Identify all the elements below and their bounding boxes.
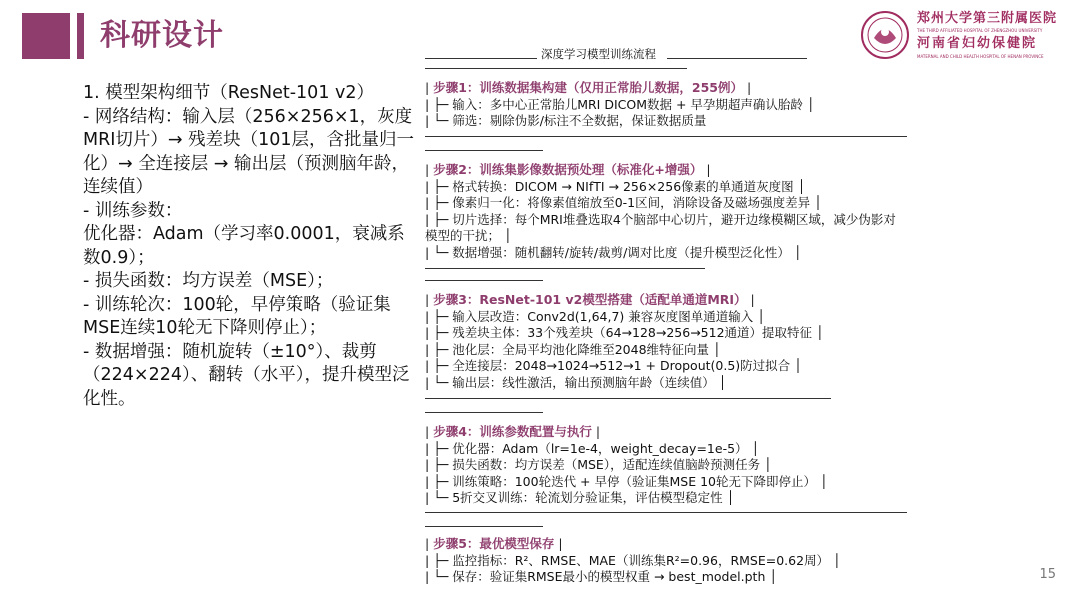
step-5-item: ├─ 监控指标：R²、RMSE、MAE（训练集R²=0.96，RMSE=0.62周） │ — [433, 552, 841, 568]
step-5-item: └─ 保存：验证集RMSE最小的模型权重 → best_model.pth │ — [433, 569, 777, 584]
hospital-english-name-secondary: MATERNAL AND CHILD HEALTH HOSPITAL OF HENAN PROVINCE — [917, 54, 1044, 59]
step-2-item: ├─ 像素归一化：将像素值缩放至0-1区间，消除设备及磁场强度差异 │ — [433, 195, 822, 210]
step-3-item: ├─ 池化层：全局平均池化降维至2048维特征向量 │ — [433, 341, 721, 357]
text-line: - 训练轮次：100轮，早停策略（验证集MSE连续10轮无下降则停止）； — [83, 294, 391, 338]
training-flowchart — [425, 46, 907, 586]
header-accent-bar — [77, 13, 84, 59]
step-1-head: 步骤1：训练数据集构建（仅用正常胎儿数据，255例） — [433, 80, 743, 95]
step-4-item: ├─ 训练策略：100轮迭代 + 早停（验证集MSE 10轮无下降即停止） │ — [433, 473, 828, 489]
divider — [425, 136, 907, 137]
step-4: | 步骤4：训练参数配置与执行 | | ├─ 优化器：Adam（lr=1e-4，weight_decay=1e-5） │ | ├─ 损失函数：均方误差（MSE），适配连续值脑龄预测任务 │ | ├─ 训练策略：100轮迭代 + 早停（验证集MSE 10轮无下降即停止） │ | └─ 5折交叉训练：轮流划分验证集，评估模型稳定性 │ — [425, 424, 828, 505]
step-4-head: 步骤4：训练参数配置与执行 — [433, 424, 592, 439]
page-number: 15 — [1039, 567, 1056, 582]
step-2-item: └─ 数据增强：随机翻转/旋转/裁剪/调对比度（提升模型泛化性） │ — [433, 244, 802, 260]
step-3-head: 步骤3：ResNet-101 v2模型搭建（适配单通道MRI） — [433, 292, 747, 307]
text-line: - 训练参数： — [83, 200, 183, 221]
step-2: | 步骤2：训练集影像数据预处理（标准化+增强） | | ├─ 格式转换：DICOM → NIfTI → 256×256像素的单通道灰度图 │ | ├─ 像素归一化：将像素值缩放至0-1区间，消除设备及磁场强度差异 │ | ├─ 切片选择：每个MRI堆叠选取4个脑部中心切片，避开边缘模糊区域，减少伪影对模型的干扰； │ | └─ 数据增强：随机翻转/旋转/裁剪/调对比度（提升模型泛化性） │ — [425, 162, 896, 260]
page-title: 科研设计 — [100, 18, 224, 53]
divider — [425, 526, 543, 527]
divider — [425, 268, 705, 269]
step-1: | 步骤1：训练数据集构建（仅用正常胎儿数据，255例） | | ├─ 输入：多中心正常胎儿MRI DICOM数据 + 早孕期超声确认胎龄 │ | └─ 筛选：剔除伪影/标注不全数据，保证数据质量 — [425, 80, 815, 128]
step-3-item: └─ 输出层：线性激活，输出预测脑年龄（连续值） │ — [433, 374, 727, 390]
step-2-item: ├─ 切片选择：每个MRI堆叠选取4个脑部中心切片，避开边缘模糊区域，减少伪影对模型的干扰； │ — [425, 211, 896, 243]
divider — [667, 58, 807, 59]
step-1-item: └─ 筛选：剔除伪影/标注不全数据，保证数据质量 — [433, 113, 707, 128]
step-3-item: ├─ 残差块主体：33个残差块（64→128→256→512通道）提取特征 │ — [433, 325, 824, 340]
divider — [425, 68, 687, 69]
step-5: | 步骤5：最优模型保存 | | ├─ 监控指标：R²、RMSE、MAE（训练集R²=0.96，RMSE=0.62周） │ | └─ 保存：验证集RMSE最小的模型权重 → best_model.pth │ — [425, 536, 841, 584]
text-line: 优化器：Adam（学习率0.0001，衰减系数0.9）； — [83, 224, 405, 268]
step-4-item: ├─ 优化器：Adam（lr=1e-4，weight_decay=1e-5） │ — [433, 440, 760, 456]
step-5-head: 步骤5：最优模型保存 — [433, 536, 555, 551]
divider — [425, 412, 543, 413]
text-line: - 损失函数：均方误差（MSE）； — [83, 271, 334, 291]
header-accent-block — [22, 13, 70, 59]
step-3-item: ├─ 全连接层：2048→1024→512→1 + Dropout(0.5)防过拟合 │ — [433, 358, 802, 373]
divider — [425, 512, 907, 513]
flow-title: 深度学习模型训练流程 — [541, 47, 656, 61]
text-line: - 数据增强：随机旋转（±10°）、裁剪（224×224）、翻转（水平），提升模型泛化性。 — [83, 341, 410, 409]
divider — [425, 150, 543, 151]
step-1-item: ├─ 输入：多中心正常胎儿MRI DICOM数据 + 早孕期超声确认胎龄 │ — [433, 96, 815, 112]
step-3-item: ├─ 输入层改造：Conv2d(1,64,7) 兼容灰度图单通道输入 │ — [433, 308, 765, 324]
step-4-item: ├─ 损失函数：均方误差（MSE），适配连续值脑龄预测任务 │ — [433, 457, 772, 472]
step-3: | 步骤3：ResNet-101 v2模型搭建（适配单通道MRI） | | ├─ 输入层改造：Conv2d(1,64,7) 兼容灰度图单通道输入 │ | ├─ 残差块主体：33个残差块（64→128→256→512通道）提取特征 │ | ├─ 池化层：全局平均池化降维至2048维特征向量 │ | ├─ 全连接层：2048→1024→512→1 + Dropout(0.5)防过拟合 │ | └─ 输出层：线性激活，输出预测脑年龄（连续值） │ — [425, 292, 824, 390]
divider — [425, 58, 537, 59]
step-2-item: ├─ 格式转换：DICOM → NIfTI → 256×256像素的单通道灰度图 │ — [433, 178, 806, 194]
step-2-head: 步骤2：训练集影像数据预处理（标准化+增强） — [433, 162, 703, 177]
hospital-name-secondary: 河南省妇幼保健院 — [917, 36, 1038, 51]
step-4-item: └─ 5折交叉训练：轮流划分验证集，评估模型稳定性 │ — [433, 490, 735, 505]
hospital-english-name: THE THIRD AFFILIATED HOSPITAL OF ZHENGZHOU UNIVERSITY — [917, 28, 1043, 33]
model-architecture-text — [83, 82, 419, 411]
divider — [425, 280, 543, 281]
text-line: 1. 模型架构细节（ResNet-101 v2） — [83, 83, 375, 103]
divider — [425, 398, 831, 399]
text-line: - 网络结构：输入层（256×256×1，灰度MRI切片）→ 残差块（101层，含批量归一化）→ 全连接层 → 输出层（预测脑年龄，连续值） — [83, 106, 415, 197]
hospital-name: 郑州大学第三附属医院 — [917, 11, 1058, 26]
